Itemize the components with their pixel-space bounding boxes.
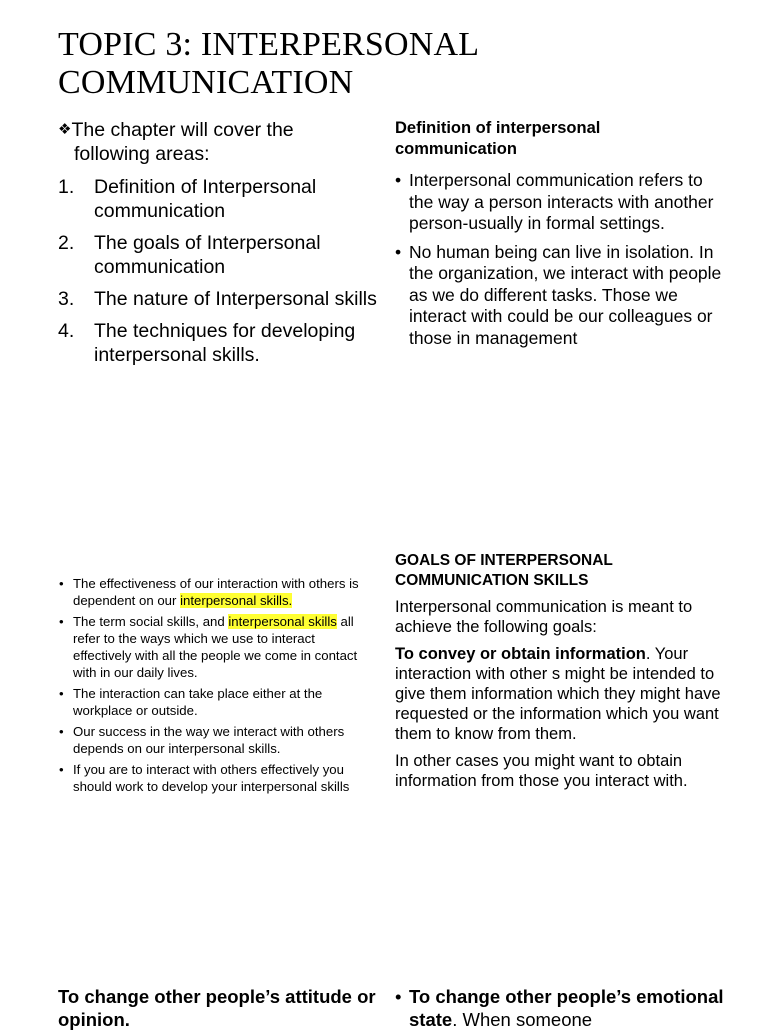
bullet-icon: • <box>59 614 64 629</box>
chapter-intro <box>58 118 378 166</box>
list-number: 3. <box>58 288 75 310</box>
list-text: The nature of Interpersonal skills <box>94 288 377 310</box>
list-item <box>58 575 376 609</box>
social-skills-list <box>58 575 376 799</box>
list-item <box>58 685 376 719</box>
goals-heading: GOALS OF INTERPERSONAL COMMUNICATION SKILLS <box>395 552 613 589</box>
list-item <box>58 761 376 795</box>
title-line-1: TOPIC 3: INTERPERSONAL <box>58 26 480 63</box>
list-text: No human being can live in isolation. In the organization, we interact with people as we do different tasks. Those we interact with could be our colleagues or those in management <box>409 241 722 348</box>
list-text: The interaction can take place either at the workplace or outside. <box>73 686 323 718</box>
highlighted-text: interpersonal skills. <box>180 593 293 608</box>
list-text: Interpersonal communication refers to the way a person interacts with another person-usually in formal settings. <box>409 170 714 233</box>
list-text: The techniques for developing interpersonal skills. <box>94 320 356 366</box>
list-item <box>58 175 378 223</box>
goal-obtain-info: In other cases you might want to obtain information from those you interact with. <box>395 752 688 790</box>
goal-convey-info <box>395 644 725 744</box>
list-text: all refer to the ways which we use to interact effectively with all the people we come in contact with in our daily lives. <box>73 614 358 680</box>
title-line-2: COMMUNICATION <box>58 64 354 101</box>
bullet-icon: • <box>395 241 402 262</box>
highlighted-text: interpersonal skills <box>228 614 337 629</box>
list-item <box>58 231 378 279</box>
goal-title: To convey or obtain information <box>395 645 646 663</box>
bullet-icon: • <box>395 170 402 190</box>
bullet-icon: • <box>59 686 64 701</box>
list-item <box>58 319 378 367</box>
intro-line-1: The chapter will cover the <box>71 119 294 141</box>
list-number: 2. <box>58 232 75 254</box>
list-text: The effectiveness of our interaction with others is dependent on our <box>73 576 359 608</box>
goals-body <box>395 597 725 798</box>
goal-change-attitude: To change other people’s attitude or opinion. <box>58 986 376 1030</box>
list-number: 1. <box>58 176 75 198</box>
list-item <box>395 170 725 235</box>
goal-change-emotional-state <box>395 985 725 1031</box>
definition-heading: Definition of interpersonal communication <box>395 119 601 158</box>
goal-title: To change other people’s emotional state <box>409 986 724 1030</box>
list-text: If you are to interact with others effectively you should work to develop your interpersonal skills <box>73 762 350 794</box>
list-text: The goals of Interpersonal communication <box>94 232 321 278</box>
goal-text: . Your interaction with other s might be intended to give them information which they might have requested or the information which you want them to know from them. <box>395 645 721 743</box>
diamond-bullet-icon: ❖ <box>58 121 72 138</box>
list-number: 4. <box>58 320 75 342</box>
list-text: The term social skills, and <box>73 614 229 629</box>
list-item <box>58 723 376 757</box>
page-title <box>58 26 738 102</box>
list-text: Our success in the way we interact with others depends on our interpersonal skills. <box>73 724 345 756</box>
list-item <box>58 613 376 681</box>
definition-list <box>395 170 725 356</box>
intro-line-2: following areas: <box>74 143 210 165</box>
list-item <box>58 287 378 311</box>
bullet-icon: • <box>59 576 64 591</box>
list-text: Definition of Interpersonal communication <box>94 176 317 222</box>
bullet-icon: • <box>59 724 64 739</box>
list-item <box>395 242 725 350</box>
goals-intro: Interpersonal communication is meant to achieve the following goals: <box>395 598 693 636</box>
goal-text: . When someone <box>452 1009 593 1030</box>
bullet-icon: • <box>395 986 402 1007</box>
areas-list <box>58 175 378 375</box>
bullet-icon: • <box>59 762 64 777</box>
